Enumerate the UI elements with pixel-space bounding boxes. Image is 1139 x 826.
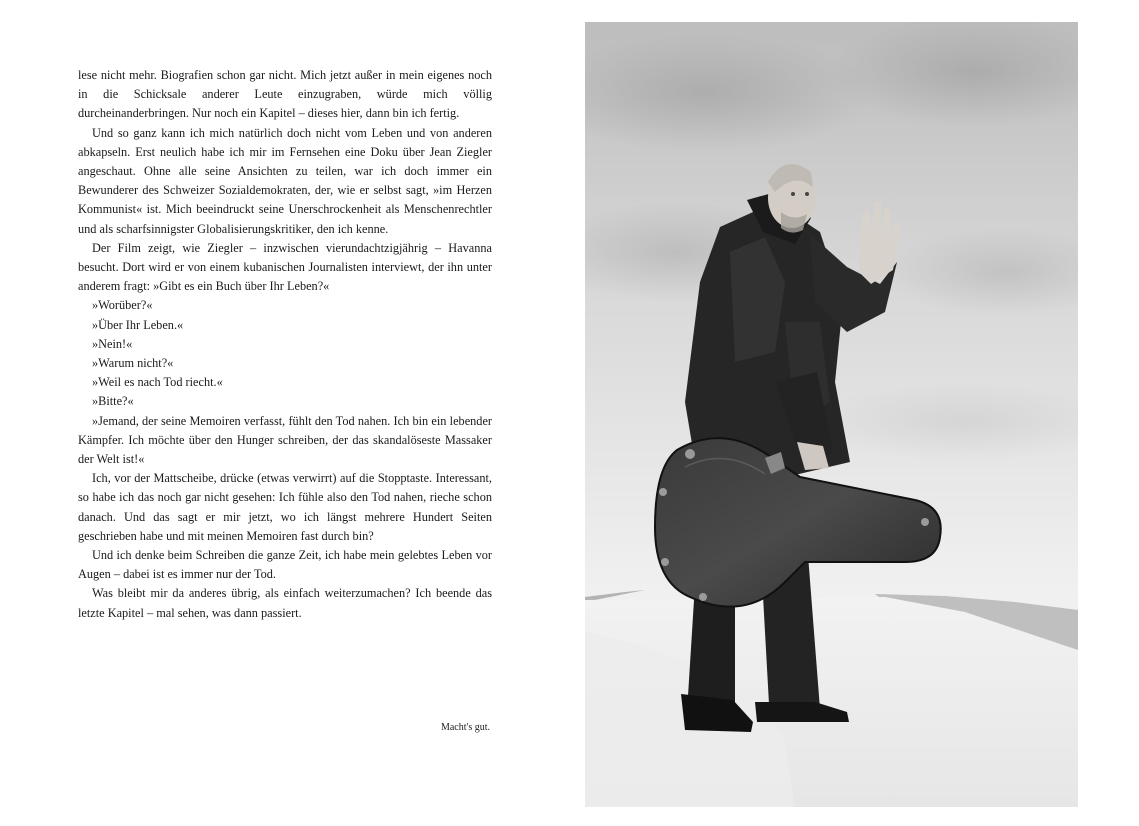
dialogue-line: »Warum nicht?«: [92, 356, 174, 371]
dialogue-line: »Weil es nach Tod riecht.«: [92, 375, 223, 390]
photo-man-with-guitar-case: [585, 22, 1078, 807]
dialogue-line: »Jemand, der seine Memoiren verfasst, fühlt den Tod nahen. Ich bin ein lebender Kämpfer. Ich möchte über den Hunger schreiben, der das skandalöseste Massaker der Welt ist!«: [78, 413, 492, 467]
paragraph-13: Was bleibt mir da anderes übrig, als einfach weiterzumachen? Ich beende das letzte Kapitel – mal sehen, was dann passiert.: [78, 586, 492, 620]
signoff-text: Macht's gut.: [440, 722, 490, 733]
book-text-column: [78, 66, 492, 623]
paragraph-3: Der Film zeigt, wie Ziegler – inzwischen vierundachtzigjährig – Havanna besucht. Dort wird er von einem kubanischen Journalisten interviewt, der ihn unter anderem fragt: »Gibt es ein Buch über Ihr Leben?«: [78, 240, 492, 294]
case-latch: [661, 558, 669, 566]
paragraph-1: lese nicht mehr. Biografien schon gar nicht. Mich jetzt außer in mein eigenes noch in die Schicksale anderer Leute einzugraben, würde mich völlig durcheinanderbringen. Nur noch ein Kapitel – dieses hier, dann bin ich fertig.: [78, 68, 492, 121]
case-latch: [921, 518, 929, 526]
dialogue-line: »Über Ihr Leben.«: [92, 317, 184, 332]
dialogue-line: »Bitte?«: [92, 394, 134, 409]
paragraph-2: Und so ganz kann ich mich natürlich doch nicht vom Leben und von anderen abkapseln. Erst neulich habe ich mir im Fernsehen eine Doku über Jean Ziegler angeschaut. Ohne alle seine Ansichten zu teilen, war ich doch immer ein Bewunderer des Schweizer Sozialdemokraten, der, wie er selbst sagt, »im Herzen Kommunist« ist. Mich beeindruckt seine Unerschrockenheit als Menschenrechtler und als scharfsinnigster Globalisierungskritiker, den ich kenne.: [78, 125, 492, 236]
case-latch: [699, 593, 707, 601]
paragraph-11: Ich, vor der Mattscheibe, drücke (etwas verwirrt) auf die Stopptaste. Interessant, so habe ich das noch gar nicht gesehen: Ich fühle also den Tod nahen, rieche schon danach. Und das sagt er mir jetzt, wo ich längst mehrere Hundert Seiten geschrieben habe und mit meinen Memoiren fast durch bin?: [78, 471, 492, 543]
paragraph-12: Und ich denke beim Schreiben die ganze Zeit, ich habe mein gelebtes Leben vor Augen – dabei ist es immer nur der Tod.: [78, 548, 492, 582]
case-latch: [659, 488, 667, 496]
dialogue-line: »Worüber?«: [92, 298, 153, 313]
dialogue-line: »Nein!«: [92, 336, 133, 351]
case-latch: [685, 449, 695, 459]
